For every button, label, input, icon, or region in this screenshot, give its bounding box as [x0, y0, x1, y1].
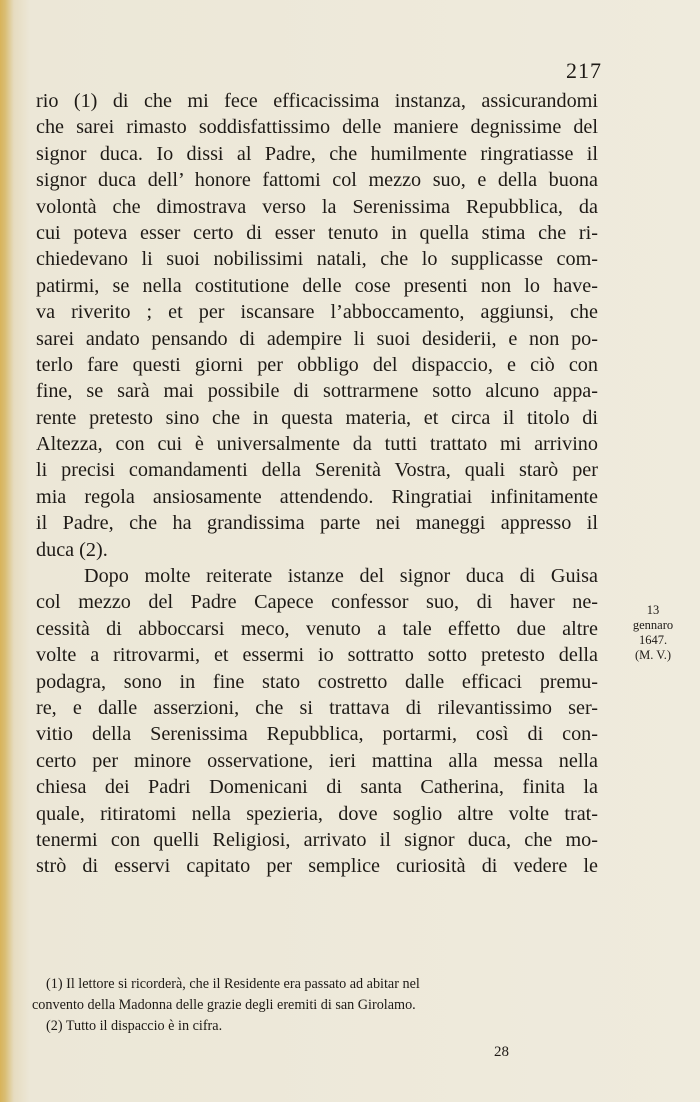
text-line: rente pretesto sino che in questa materia, et circa il titolo di [36, 406, 598, 429]
text-line: volontà che dimostrava verso la Serenissima Repubblica, da [36, 195, 598, 218]
footnote-2: (2) Tutto il dispaccio è in cifra. [46, 1018, 223, 1034]
text-line: podagra, sono in fine stato costretto dalle efficaci premu- [36, 670, 598, 693]
text-line: duca (2). [36, 538, 108, 561]
text-line: Altezza, con cui è universalmente da tutti trattato mi arrivino [36, 433, 598, 456]
text-line: vitio della Serenissima Repubblica, portarmi, così di con- [36, 723, 598, 746]
text-line: che sarei rimasto soddisfattissimo delle maniere degnissime del [36, 116, 598, 139]
text-line: signor duca. Io dissi al Padre, che humilmente ringratiasse il [36, 142, 598, 165]
margin-note-year: 1647. [638, 633, 668, 647]
text-line: mia regola ansiosamente attendendo. Ringratiai infinitamente [36, 485, 598, 508]
text-line: chiesa dei Padri Domenicani di santa Catherina, finita la [36, 776, 598, 799]
text-line: fine, se sarà mai possibile di sottrarmene sotto alcuno appa- [36, 380, 598, 403]
text-line: quale, ritiratomi nella spezieria, dove soglio altre volte trat- [36, 802, 598, 825]
margin-note-day: 13 [646, 603, 660, 617]
text-line: certo per minore osservatione, ieri mattina alla messa nella [36, 749, 598, 772]
body-text [36, 88, 598, 880]
text-line: il Padre, che ha grandissima parte nei maneggi appresso il [36, 512, 598, 535]
text-line: tenermi con quelli Religiosi, arrivato il signor duca, che mo- [36, 828, 598, 851]
text-line: re, e dalle asserzioni, che si trattava di rilevantissimo ser- [36, 696, 598, 719]
signature-mark: 28 [494, 1044, 509, 1060]
margin-date-note [612, 603, 694, 663]
margin-note-month: gennaro [632, 618, 674, 632]
text-line: va riverito ; et per iscansare l’abboccamento, aggiunsi, che [36, 301, 598, 324]
text-line: volte a ritrovarmi, et essermi io sottratto sotto pretesto della [36, 644, 598, 667]
text-line: terlo fare questi giorni per obbligo del dispaccio, e ciò con [36, 353, 598, 376]
text-line: cui poteva esser certo di esser tenuto in quella stima che ri- [36, 221, 598, 244]
page-number: 217 [566, 58, 602, 83]
text-line: Dopo molte reiterate istanze del signor duca di Guisa [84, 565, 598, 588]
text-line: strò di esservi capitato per semplice curiosità di vedere le [36, 855, 598, 878]
footnote-1: (1) Il lettore si ricorderà, che il Residente era passato ad abitar nel [46, 976, 420, 992]
margin-note-style: (M. V.) [634, 648, 671, 662]
text-line: sarei andato pensando di adempire li suoi desiderii, e non po- [36, 327, 598, 350]
footnote-1-continued: convento della Madonna delle grazie degli eremiti di san Girolamo. [32, 997, 416, 1013]
text-line: cessità di abboccarsi meco, venuto a tale effetto due altre [36, 617, 598, 640]
text-line: chiedevano li suoi nobilissimi natali, che lo supplicasse com- [36, 248, 598, 271]
footnotes [32, 974, 602, 1037]
text-line: patirmi, se nella costitutione delle cose presenti non lo have- [36, 274, 598, 297]
text-line: col mezzo del Padre Capece confessor suo, di haver ne- [36, 591, 598, 614]
text-line: signor duca dell’ honore fattomi col mezzo suo, e della buona [36, 169, 598, 192]
text-line: li precisi comandamenti della Serenità Vostra, quali starò per [36, 459, 598, 482]
text-line: rio (1) di che mi fece efficacissima instanza, assicurandomi [36, 90, 598, 112]
